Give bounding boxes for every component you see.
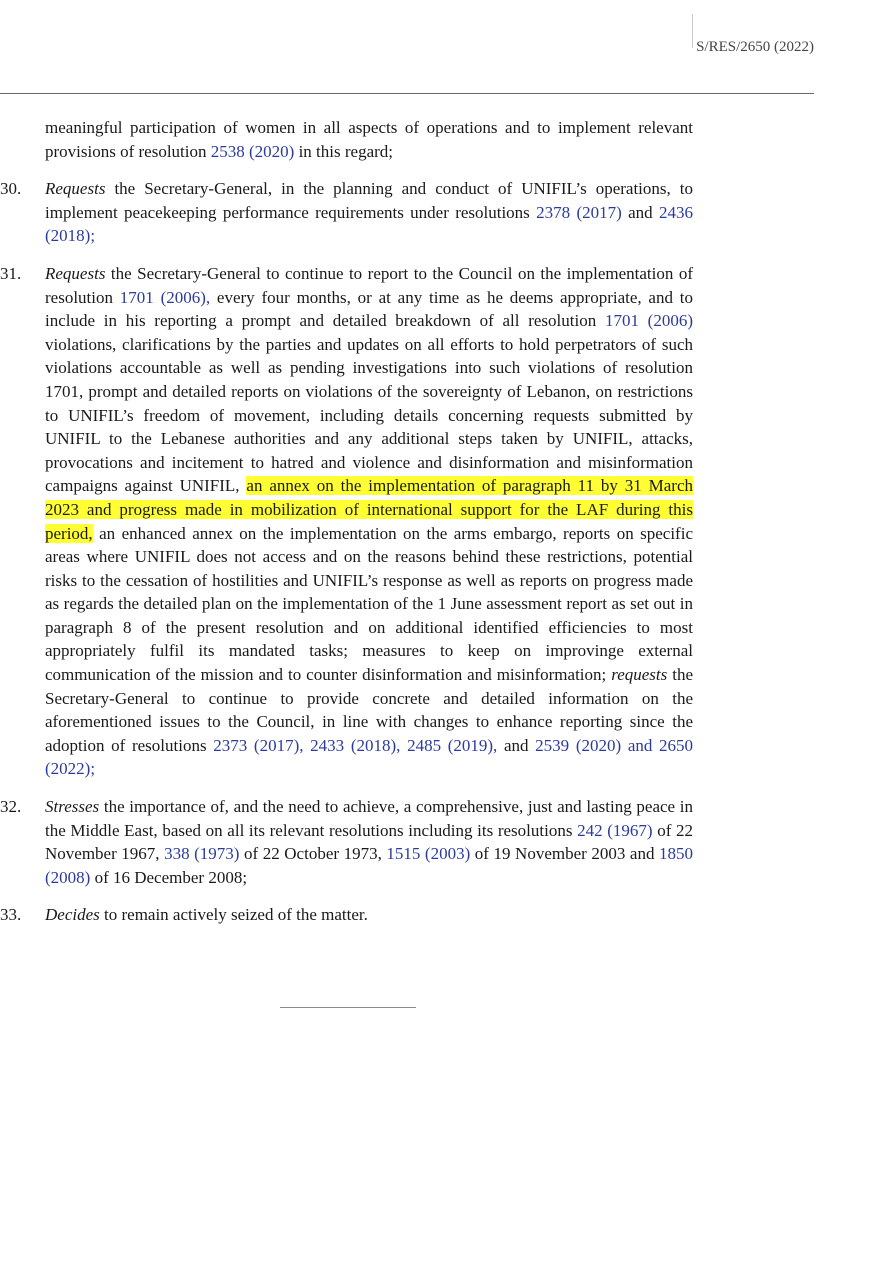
document-symbol: S/RES/2650 (2022) (696, 39, 814, 55)
text: in this regard; (294, 141, 393, 161)
text: the Secretary-General, in the planning and conduct of UNIFIL’s operations, to implement peacekeeping performance requirements under resolutions (45, 179, 693, 222)
operative-verb: Stresses (45, 797, 100, 817)
text: the importance of, and the need to achieve, a comprehensive, just and lasting peace in the Middle East, based on all its relevant resolutions including its resolutions (45, 797, 693, 840)
text: and (621, 202, 660, 222)
resolution-link-242[interactable]: 242 (1967) (577, 820, 653, 840)
paragraph-number: 30. (0, 179, 22, 199)
text: of 19 November 2003 and (470, 844, 659, 864)
text: violations, clarifications by the parties and updates on all efforts to hold perpetrators of such violations accountable as well as pending investigations into such violations of resolution 1701, prompt and detailed reports on violations of the sovereignty of Lebanon, on restrictions to UNIFIL’s freedom of movement, including details concerning requests submitted by UNIFIL to the Lebanese authorities and any additional steps taken by UNIFIL, attacks, provocations and incitement to hatred and violence and disinformation and misinformation campaigns against UNIFIL, (45, 334, 693, 496)
resolution-link-2373[interactable]: 2373 (2017), (213, 735, 304, 755)
paragraph-number: 33. (0, 905, 22, 925)
text: of 22 October 1973, (239, 844, 387, 864)
paragraph-31 (0, 262, 693, 781)
resolution-link-1701[interactable]: 1701 (2006), (119, 287, 211, 307)
resolution-link-2378[interactable]: 2378 (2017) (536, 202, 622, 222)
paragraph-number: 32. (0, 797, 22, 817)
operative-verb: Decides (45, 905, 100, 925)
paragraph-32 (0, 795, 693, 889)
resolution-link-2433[interactable]: 2433 (2018), (310, 735, 401, 755)
text: an enhanced annex on the implementation on the arms embargo, reports on specific areas where UNIFIL does not access and on the reasons behind these restrictions, potential risks to the cessation of hostilities and UNIFIL’s response as well as reports on progress made as regards the detailed plan on the implementation of the 1 June assessment report as set out in paragraph 8 of the present resolution and on additional identified efficiencies to most appropriately fulfil its mandated tasks; measures to keep on improvinge external communication of the mission and to counter disinformation and misinformation; (45, 523, 693, 685)
paragraph-33 (0, 903, 693, 927)
resolution-link-338[interactable]: 338 (1973) (164, 844, 240, 864)
text: of 22 November 1967, (45, 820, 693, 864)
resolution-body (0, 116, 893, 927)
text: meaningful participation of women in all aspects of operations and to implement relevant provisions of resolution (45, 118, 693, 161)
highlighted-text: an annex on the implementation of paragraph 11 by 31 March 2023 and progress made in mobilization of international support for the LAF during this period, (45, 476, 693, 543)
resolution-link-2538[interactable]: 2538 (2020) (210, 141, 295, 161)
paragraph-30 (0, 177, 693, 248)
text: to remain actively seized of the matter. (99, 905, 368, 925)
text: every four months, or at any time as he deems appropriate, and to include in his reporting a prompt and detailed breakdown of all resolution (45, 287, 693, 331)
operative-verb: Requests (45, 179, 106, 199)
resolution-link-2436[interactable]: 2436 (2018); (45, 202, 694, 246)
resolution-link-1850[interactable]: 1850 (2008) (45, 844, 693, 887)
paragraph-number: 31. (0, 263, 22, 283)
paragraph-continued (0, 116, 693, 163)
resolution-link-1701-b[interactable]: 1701 (2006) (604, 311, 693, 331)
resolution-link-2539-2650[interactable]: 2539 (2020) and 2650 (2022); (45, 735, 694, 779)
text: and (497, 735, 536, 755)
closing-rule (280, 1007, 416, 1008)
header-rule (0, 93, 814, 94)
text: the Secretary-General to continue to report to the Council on the implementation of resolution (45, 263, 693, 307)
header-margin-mark (692, 14, 693, 48)
text: of 16 December 2008; (90, 867, 248, 887)
resolution-link-1515[interactable]: 1515 (2003) (386, 844, 471, 864)
operative-verb-secondary: requests (611, 665, 668, 685)
resolution-link-2485[interactable]: 2485 (2019), (407, 735, 498, 755)
operative-verb: Requests (45, 263, 106, 283)
text: the Secretary-General to continue to provide concrete and detailed information on the aforementioned issues to the Council, in line with changes to enhance reporting since the adoption of resolutions (45, 665, 693, 755)
